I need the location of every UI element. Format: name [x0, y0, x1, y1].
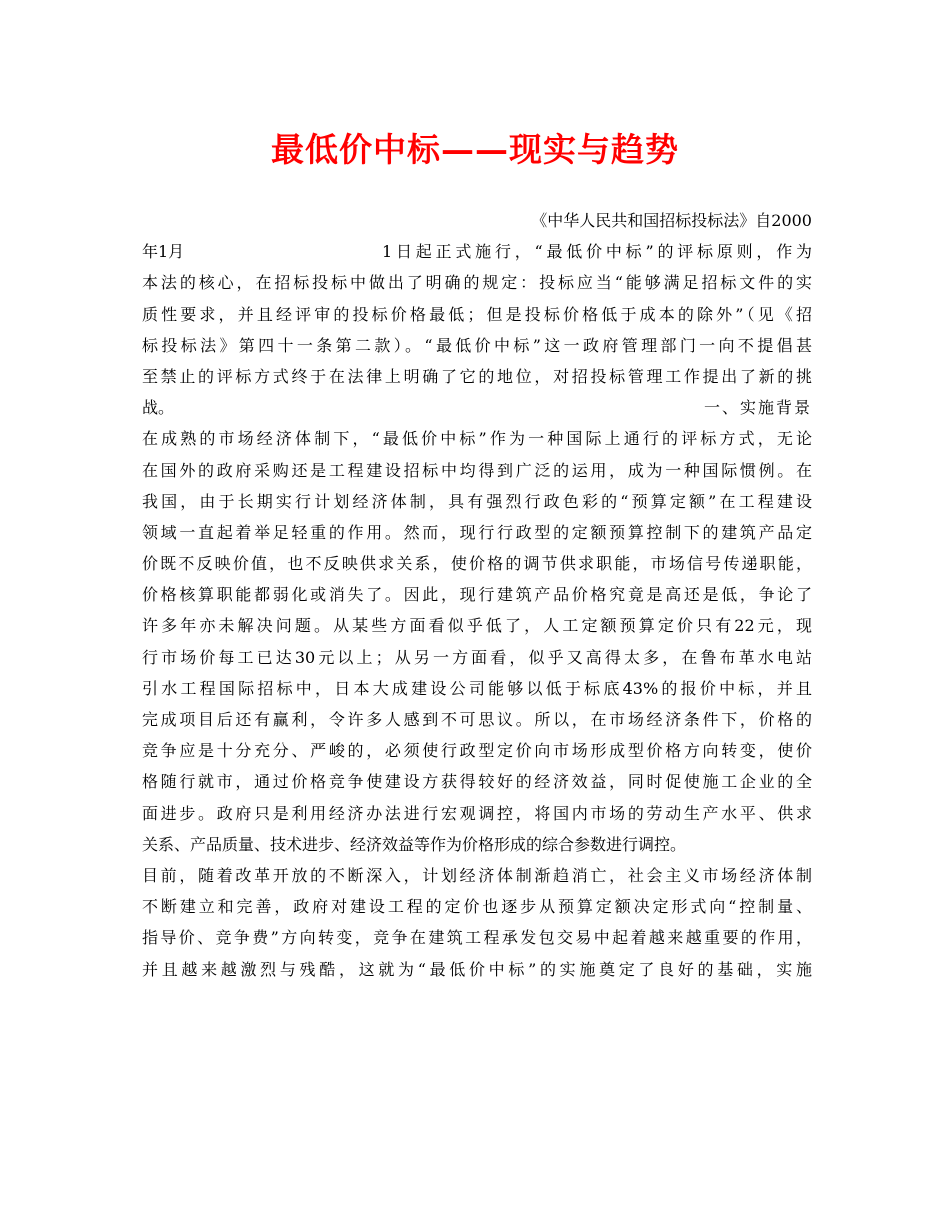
body-line: 面进步。政府只是利用经济办法进行宏观调控，将国内市场的劳动生产水平、供求	[142, 803, 812, 823]
body-line-segment: 年1月	[142, 242, 185, 262]
body-line: 竞争应是十分充分、严峻的，必须使行政型定价向市场形成型价格方向转变，使价	[142, 741, 812, 761]
body-line: 本法的核心，在招标投标中做出了明确的规定：投标应当“能够满足招标文件的实	[142, 273, 812, 293]
body-line-segment: 1日起正式施行，“最低价中标”的评标原则，作为	[382, 242, 812, 262]
body-line: 价格核算职能都弱化或消失了。因此，现行建筑产品价格究竟是高还是低，争论了	[142, 585, 812, 605]
document-title: 最低价中标——现实与趋势	[271, 130, 679, 169]
body-line: 指导价、竞争费”方向转变，竞争在建筑工程承发包交易中起着越来越重要的作用，	[142, 928, 812, 948]
body-line: 领域一直起着举足轻重的作用。然而，现行行政型的定额预算控制下的建筑产品定	[142, 522, 812, 542]
body-line: 在成熟的市场经济体制下，“最低价中标”作为一种国际上通行的评标方式，无论	[142, 429, 812, 449]
body-line: 格随行就市，通过价格竞争使建设方获得较好的经济效益，同时促使施工企业的全	[142, 772, 812, 792]
document-body	[142, 205, 812, 985]
body-line: 不断建立和完善，政府对建设工程的定价也逐步从预算定额决定形式向“控制量、	[142, 897, 812, 917]
body-line: 质性要求，并且经评审的投标价格最低；但是投标价格低于成本的除外”（见《招	[142, 304, 812, 324]
body-line: 关系、产品质量、技术进步、经济效益等作为价格形成的综合参数进行调控。	[142, 834, 687, 854]
body-line: 目前，随着改革开放的不断深入，计划经济体制渐趋消亡，社会主义市场经济体制	[142, 865, 812, 885]
body-line: 并且越来越激烈与残酷，这就为“最低价中标”的实施奠定了良好的基础，实施	[142, 959, 812, 979]
body-line: 标投标法》第四十一条第二款）。“最低价中标”这一政府管理部门一向不提倡甚	[142, 335, 812, 355]
body-line: 行市场价每工已达30元以上；从另一方面看，似乎又高得太多，在鲁布革水电站	[142, 647, 812, 667]
body-line-split	[142, 392, 812, 423]
body-line: 完成项目后还有赢利，令许多人感到不可思议。所以，在市场经济条件下，价格的	[142, 710, 812, 729]
body-line: 《中华人民共和国招标投标法》自2000	[531, 211, 812, 230]
section-heading: 一、实施背景	[703, 398, 812, 418]
body-line: 至禁止的评标方式终于在法律上明确了它的地位，对招投标管理工作提出了新的挑	[142, 366, 812, 386]
body-line: 在国外的政府采购还是工程建设招标中均得到广泛的运用，成为一种国际惯例。在	[142, 460, 812, 480]
body-line-segment: 战。	[142, 398, 175, 418]
body-line: 许多年亦未解决问题。从某些方面看似乎低了，人工定额预算定价只有22元，现	[142, 616, 812, 636]
body-line: 引水工程国际招标中，日本大成建设公司能够以低于标底43%的报价中标，并且	[142, 678, 812, 698]
body-line: 价既不反映价值，也不反映供求关系，使价格的调节供求职能，市场信号传递职能，	[142, 554, 812, 574]
body-line-split	[142, 236, 812, 267]
body-line: 我国，由于长期实行计划经济体制，具有强烈行政色彩的“预算定额”在工程建设	[142, 491, 812, 511]
